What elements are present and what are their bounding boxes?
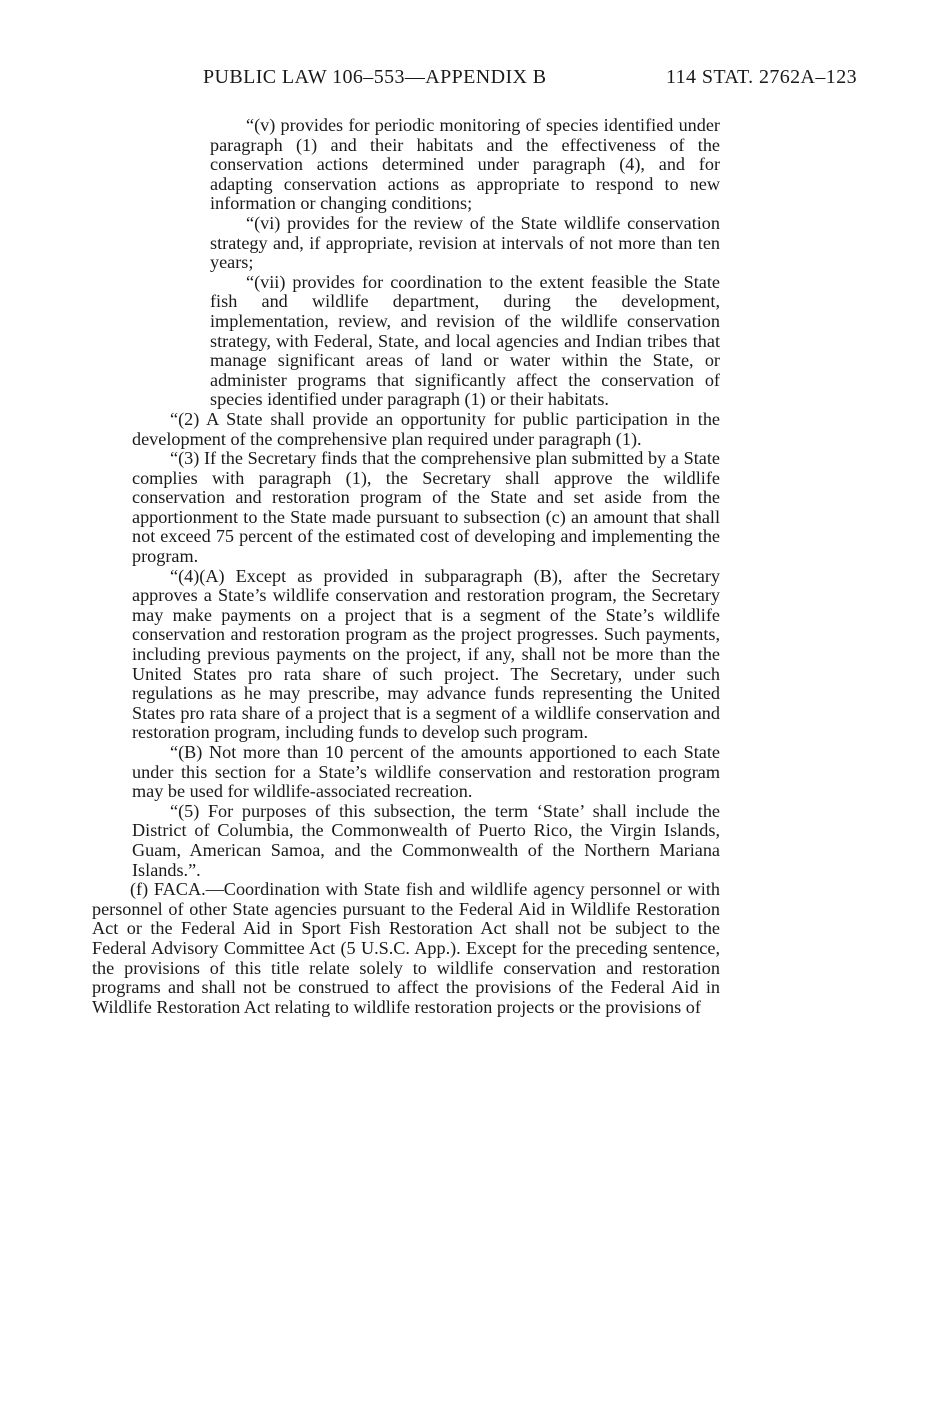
paragraph-5: “(5) For purposes of this subsection, the term ‘State’ shall include the District of Columbia, the Commonwealth of Puerto Rico, the Virgin Islands, Guam, American Samoa, and the Commonwealth of the Northern Mariana Islands.”.	[132, 800, 720, 880]
clause-vi: “(vi) provides for the review of the State wildlife conservation strategy and, if appropriate, revision at intervals of not more than ten years;	[210, 212, 720, 273]
body-text	[92, 116, 720, 1017]
paragraph-2: “(2) A State shall provide an opportunity for public participation in the development of the comprehensive plan required under paragraph (1).	[132, 408, 720, 449]
clause-v: “(v) provides for periodic monitoring of species identified under paragraph (1) and their habitats and the effectiveness of the conservation actions determined under paragraph (4), and for adapting conservation actions as appropriate to respond to new information or changing conditions;	[210, 115, 720, 214]
clause-vii: “(vii) provides for coordination to the extent feasible the State fish and wildlife department, during the development, implementation, review, and revision of the wildlife conservation strategy, with Federal, State, and local agencies and Indian tribes that manage significant areas of land or water within the State, or administer programs that significantly affect the conservation of species identified under paragraph (1) or their habitats.	[210, 271, 720, 410]
subsection-f-faca: (f) FACA.—Coordination with State fish and wildlife agency personnel or with personnel of other State agencies pursuant to the Federal Aid in Wildlife Restoration Act or the Federal Aid in Sport Fish Restoration Act shall not be subject to the Federal Advisory Committee Act (5 U.S.C. App.). Except for the preceding sentence, the provisions of this title relate solely to wildlife conservation and restoration programs and shall not be construed to affect the provisions of the Federal Aid in Wildlife Restoration Act relating to wildlife restoration projects or the provisions of	[92, 879, 720, 1017]
header-law-title: PUBLIC LAW 106–553—APPENDIX B	[203, 66, 547, 88]
paragraph-4b: “(B) Not more than 10 percent of the amounts apportioned to each State under this section for a State’s wildlife conservation and restoration program may be used for wildlife-associated recreation.	[132, 742, 720, 802]
paragraph-3: “(3) If the Secretary finds that the comprehensive plan submitted by a State complies with paragraph (1), the Secretary shall approve the wildlife conservation and restoration program of the State and set aside from the apportionment to the State made pursuant to subsection (c) an amount that shall not exceed 75 percent of the estimated cost of developing and implementing the program.	[132, 448, 720, 567]
paragraph-4a: “(4)(A) Except as provided in subparagraph (B), after the Secretary approves a State’s wildlife conservation and restoration program, the Secretary may make payments on a project that is a segment of the State’s wildlife conservation and restoration program as the project progresses. Such payments, including previous payments on the project, if any, shall not be more than the United States pro rata share of such project. The Secretary, under such regulations as he may prescribe, may advance funds representing the United States pro rata share of a project that is a segment of a wildlife conservation and restoration program, including funds to develop such program.	[132, 565, 720, 743]
header-statute-page: 114 STAT. 2762A–123	[666, 66, 857, 88]
